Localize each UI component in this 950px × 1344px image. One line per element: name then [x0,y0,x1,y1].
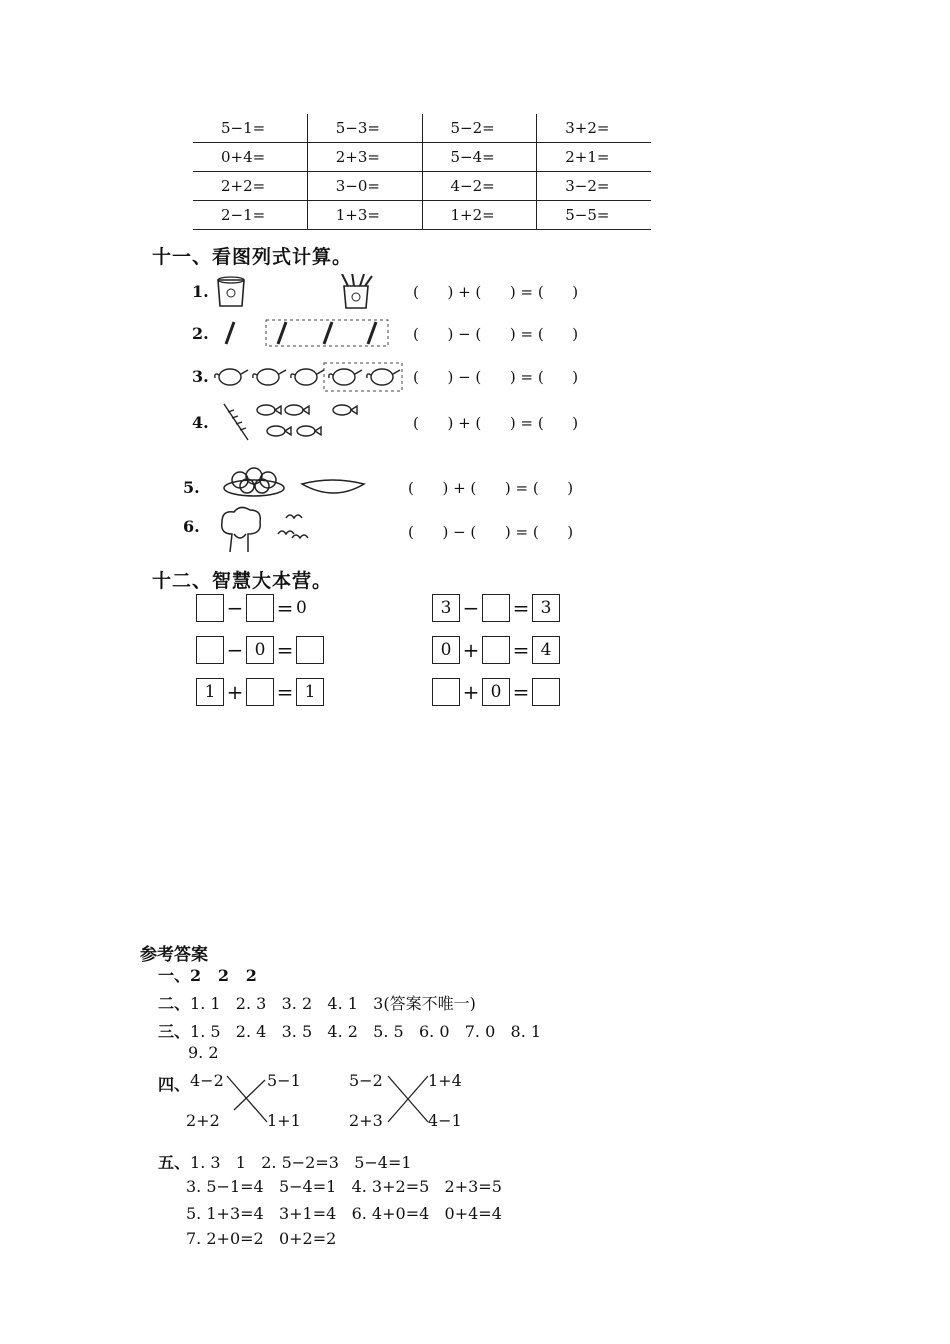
answer-box[interactable] [432,678,460,706]
brain-row-left [196,636,324,664]
answer-box[interactable]: 3 [532,594,560,622]
match-c2: 2+3 [349,1111,383,1130]
operator: − [462,596,480,620]
teapots-picture [212,360,404,394]
operator: + [226,680,244,704]
equals-sign: = [276,638,294,662]
brain-row-left [196,594,322,622]
equation-cell: 5−1= [193,114,307,143]
equation-cell: 0+4= [193,143,307,172]
tree-birds-picture [216,504,316,554]
equation-row [193,172,651,201]
operator: + [462,638,480,662]
apples-plate-picture [222,462,368,500]
answer-box[interactable]: 1 [296,678,324,706]
answer-3-label: 三、 [158,1022,191,1041]
answer-box[interactable] [296,636,324,664]
brain-row-left [196,678,324,706]
equation-cell: 1+2= [422,201,537,230]
answer-box[interactable]: 1 [196,678,224,706]
equation-row [193,143,651,172]
pencils-picture [218,316,393,350]
answer-2-label: 二、 [158,994,191,1013]
question-1-formula: ( ) + ( ) = ( ) [413,283,579,301]
equation-table [193,114,651,230]
operator: − [226,638,244,662]
equals-sign: = [276,680,294,704]
equation-cell: 3−2= [537,172,651,201]
answer-box[interactable]: 4 [532,636,560,664]
answer-line-8: 5. 1+3=4 3+1=4 6. 4+0=4 0+4=4 [186,1204,502,1223]
matching-lines [220,1072,440,1132]
equals-sign: = [512,638,530,662]
fish-picture [218,400,368,444]
equation-cell: 2+2= [193,172,307,201]
answer-5-label: 五、 [158,1153,191,1172]
brain-row-right [432,594,560,622]
equation-cell: 2−1= [193,201,307,230]
answer-line-1: 一、2 2 2 [158,966,257,985]
answer-box[interactable] [482,594,510,622]
answer-box[interactable] [196,636,224,664]
answer-line-6: 1. 3 1 2. 5−2=3 5−4=1 [190,1153,412,1172]
pen-holder-picture [214,274,384,310]
question-5-formula: ( ) + ( ) = ( ) [408,479,574,497]
answer-line-9: 7. 2+0=2 0+2=2 [186,1229,337,1248]
match-d2: 4−1 [428,1111,462,1130]
equation-cell: 3−0= [307,172,422,201]
answers-title: 参考答案 [140,945,208,965]
answer-line-3: 1. 5 2. 4 3. 5 4. 2 5. 5 6. 0 7. 0 8. 1 [190,1022,542,1041]
answer-4-label: 四、 [158,1075,191,1094]
equation-cell: 3+2= [537,114,651,143]
match-c1: 5−2 [349,1071,383,1090]
section-11-title: 十一、看图列式计算。 [152,246,353,268]
answer-box[interactable]: 0 [432,636,460,664]
answer-box[interactable]: 0 [246,636,274,664]
match-a2: 2+2 [186,1111,220,1130]
answer-line-4: 9. 2 [188,1043,219,1062]
equation-cell: 5−2= [422,114,537,143]
question-4-formula: ( ) + ( ) = ( ) [413,414,579,432]
match-d1: 1+4 [428,1071,462,1090]
question-3-number: 3. [192,367,209,386]
question-2-formula: ( ) − ( ) = ( ) [413,325,579,343]
brain-row-right [432,678,560,706]
equation-cell: 1+3= [307,201,422,230]
answer-box[interactable] [196,594,224,622]
answer-box[interactable]: 0 [296,598,307,618]
question-2-number: 2. [192,324,209,343]
equation-cell: 4−2= [422,172,537,201]
question-6-formula: ( ) − ( ) = ( ) [408,523,574,541]
brain-row-right [432,636,560,664]
operator: − [226,596,244,620]
match-a1: 4−2 [190,1071,224,1090]
equation-cell: 5−4= [422,143,537,172]
equals-sign: = [276,596,294,620]
question-1-number: 1. [192,282,209,301]
match-b1: 5−1 [267,1071,301,1090]
answer-line-2: 1. 1 2. 3 3. 2 4. 1 3(答案不唯一) [190,994,476,1013]
question-4-number: 4. [192,413,209,432]
answer-box[interactable] [532,678,560,706]
answer-box[interactable] [482,636,510,664]
equation-cell: 5−5= [537,201,651,230]
answer-box[interactable] [246,678,274,706]
match-b2: 1+1 [267,1111,301,1130]
equation-cell: 2+3= [307,143,422,172]
answer-box[interactable]: 3 [432,594,460,622]
equation-row [193,114,651,143]
equation-cell: 5−3= [307,114,422,143]
answer-box[interactable] [246,594,274,622]
question-6-number: 6. [183,517,200,536]
equation-cell: 2+1= [537,143,651,172]
operator: + [462,680,480,704]
section-12-title: 十二、智慧大本营。 [152,570,333,592]
question-3-formula: ( ) − ( ) = ( ) [413,368,579,386]
equation-row [193,201,651,230]
equals-sign: = [512,596,530,620]
equals-sign: = [512,680,530,704]
question-5-number: 5. [183,478,200,497]
answer-line-7: 3. 5−1=4 5−4=1 4. 3+2=5 2+3=5 [186,1177,502,1196]
answer-box[interactable]: 0 [482,678,510,706]
